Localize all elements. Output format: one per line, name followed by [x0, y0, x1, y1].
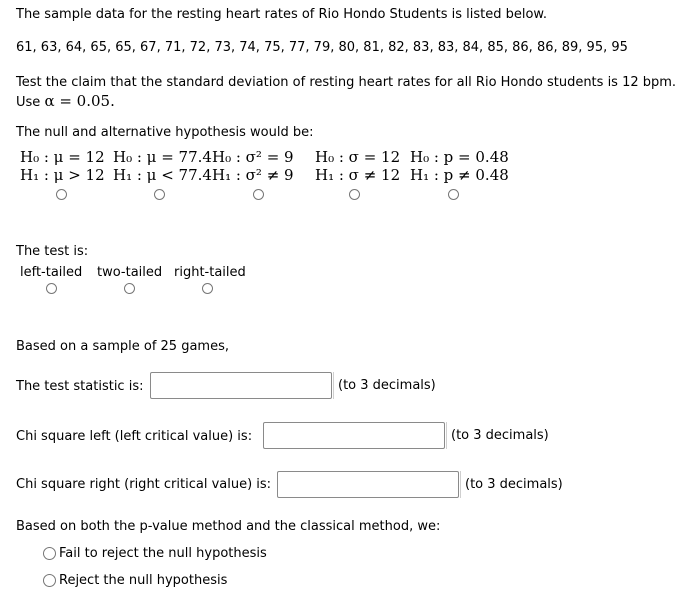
chi-right-input[interactable] [277, 471, 459, 498]
hypothesis-option-5[interactable] [410, 148, 509, 184]
data-values-text: 61, 63, 64, 65, 65, 67, 71, 72, 73, 74, 75, 77, 79, 80, 81, 82, 83, 83, 84, 85, 86, 86, 89, 95, 95 [16, 40, 628, 55]
hypothesis-radio-5[interactable] [448, 189, 459, 200]
chi-right-label: Chi square right (right critical value) is: [16, 477, 272, 492]
test-option-two-tailed[interactable]: two-tailed [97, 265, 163, 280]
test-radio-two-tailed[interactable] [124, 283, 135, 294]
hypothesis-option-2[interactable] [113, 148, 212, 184]
sample-text: Based on a sample of 25 games, [16, 339, 229, 354]
alpha-value: α = 0.05. [44, 92, 115, 110]
hypothesis-radio-1[interactable] [56, 189, 67, 200]
claim-text-line1: Test the claim that the standard deviation of resting heart rates for all Rio Hondo students is 12 bpm. [16, 75, 677, 90]
hypothesis-null: H₀ : μ = 12 [20, 148, 105, 166]
hypothesis-alt: H₁ : σ ≠ 12 [315, 166, 401, 184]
hypothesis-null: H₀ : σ² = 9 [212, 148, 294, 166]
hypothesis-radio-3[interactable] [253, 189, 264, 200]
chi-left-input[interactable] [263, 422, 445, 449]
chi-left-decimals-note: (to 3 decimals) [446, 422, 553, 449]
test-radio-right-tailed[interactable] [202, 283, 213, 294]
hypothesis-alt: H₁ : p ≠ 0.48 [410, 166, 509, 184]
conclusion-prompt: Based on both the p-value method and the classical method, we: [16, 519, 441, 534]
chi-left-label: Chi square left (left critical value) is: [16, 429, 253, 444]
hypothesis-null: H₀ : μ = 77.4 [113, 148, 212, 166]
chi-right-decimals-note: (to 3 decimals) [460, 471, 567, 498]
test-radio-left-tailed[interactable] [46, 283, 57, 294]
hypothesis-option-4[interactable] [315, 148, 400, 184]
conclusion-option-reject[interactable]: Reject the null hypothesis [59, 573, 228, 588]
hypothesis-option-3[interactable] [212, 148, 294, 184]
hypothesis-radio-4[interactable] [349, 189, 360, 200]
hypothesis-alt: H₁ : μ > 12 [20, 166, 105, 184]
test-option-left-tailed[interactable]: left-tailed [20, 265, 83, 280]
hypothesis-null: H₀ : p = 0.48 [410, 148, 509, 166]
intro-text: The sample data for the resting heart rates of Rio Hondo Students is listed below. [16, 7, 548, 22]
conclusion-radio-fail-to-reject[interactable] [43, 547, 56, 560]
hypothesis-option-1[interactable] [20, 148, 105, 184]
test-statistic-label: The test statistic is: [16, 379, 144, 394]
conclusion-radio-reject[interactable] [43, 574, 56, 587]
test-prompt: The test is: [16, 244, 89, 259]
hypothesis-alt: H₁ : μ < 77.4 [113, 166, 212, 184]
claim-use-label: Use [16, 95, 41, 110]
claim-text-line2 [16, 92, 115, 110]
hypothesis-radio-2[interactable] [154, 189, 165, 200]
test-statistic-decimals-note: (to 3 decimals) [333, 372, 440, 399]
conclusion-option-fail-to-reject[interactable]: Fail to reject the null hypothesis [59, 546, 267, 561]
hypothesis-null: H₀ : σ = 12 [315, 148, 401, 166]
test-statistic-input[interactable] [150, 372, 332, 399]
hypothesis-alt: H₁ : σ² ≠ 9 [212, 166, 294, 184]
test-option-right-tailed[interactable]: right-tailed [174, 265, 246, 280]
hypothesis-prompt: The null and alternative hypothesis would be: [16, 125, 314, 140]
